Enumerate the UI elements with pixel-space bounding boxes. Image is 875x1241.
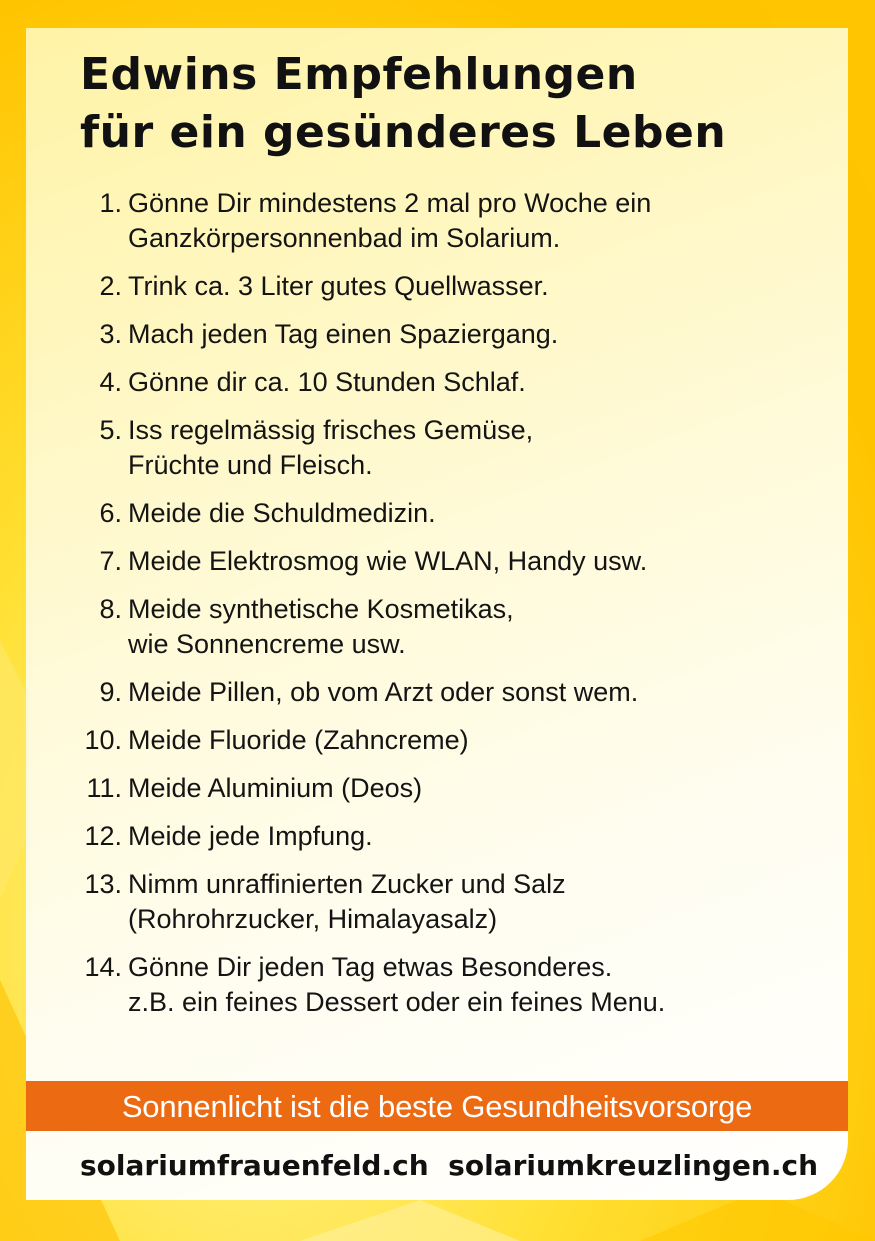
website-footer	[26, 1131, 848, 1200]
list-item-line: Gönne dir ca. 10 Stunden Schlaf.	[128, 367, 526, 397]
page-title	[80, 46, 726, 162]
list-item-line: Meide Elektrosmog wie WLAN, Handy usw.	[128, 546, 648, 576]
list-item-number: 6.	[99, 498, 122, 528]
list-item-number: 3.	[99, 319, 122, 349]
list-item-line: Trink ca. 3 Liter gutes Quellwasser.	[128, 271, 549, 301]
list-item-number: 10.	[84, 725, 122, 755]
list-item-number: 1.	[99, 188, 122, 218]
list-item	[26, 496, 826, 531]
list-item-line: Meide synthetische Kosmetikas,	[128, 594, 514, 624]
list-item-number: 2.	[99, 271, 122, 301]
list-item-line: Meide jede Impfung.	[128, 821, 373, 851]
list-item	[26, 592, 826, 662]
list-item	[26, 269, 826, 304]
slogan-band: Sonnenlicht ist die beste Gesundheitsvorsorge	[26, 1081, 848, 1131]
list-item-number: 14.	[84, 952, 122, 982]
list-item-text	[128, 592, 514, 662]
list-item-number: 9.	[99, 677, 122, 707]
list-item-number: 11.	[86, 773, 122, 803]
content-panel	[26, 28, 848, 1200]
list-item-number: 7.	[99, 546, 122, 576]
list-item-line: Früchte und Fleisch.	[128, 450, 373, 480]
list-item-text	[128, 269, 549, 304]
list-item-text	[128, 317, 558, 352]
website-kreuzlingen: solariumkreuzlingen.ch	[448, 1149, 818, 1182]
list-item-text	[128, 771, 422, 806]
list-item-number: 13.	[84, 869, 122, 899]
list-item-line: Meide die Schuldmedizin.	[128, 498, 436, 528]
list-item	[26, 819, 826, 854]
list-item-line: z.B. ein feines Dessert oder ein feines Menu.	[128, 987, 666, 1017]
list-item-line: Gönne Dir mindestens 2 mal pro Woche ein	[128, 188, 652, 218]
list-item-line: Mach jeden Tag einen Spaziergang.	[128, 319, 559, 349]
list-item	[26, 317, 826, 352]
list-item-number: 4.	[99, 367, 122, 397]
list-item-text	[128, 819, 373, 854]
list-item-line: Gönne Dir jeden Tag etwas Besonderes.	[128, 952, 613, 982]
list-item-line: Meide Fluoride (Zahncreme)	[128, 725, 469, 755]
list-item-text	[128, 365, 526, 400]
list-item	[26, 867, 826, 937]
list-item-text	[128, 413, 533, 483]
list-item-text	[128, 544, 647, 579]
title-line-1: Edwins Empfehlungen	[80, 49, 638, 100]
list-item-number: 8.	[99, 594, 122, 624]
list-item-text	[128, 867, 566, 937]
recommendation-list	[26, 186, 826, 1033]
list-item	[26, 771, 826, 806]
list-item-line: Iss regelmässig frisches Gemüse,	[128, 415, 534, 445]
list-item	[26, 723, 826, 758]
website-frauenfeld: solariumfrauenfeld.ch	[80, 1149, 429, 1182]
list-item	[26, 186, 826, 256]
list-item-text	[128, 950, 665, 1020]
list-item	[26, 413, 826, 483]
list-item-text	[128, 186, 651, 256]
list-item-line: wie Sonnencreme usw.	[128, 629, 406, 659]
list-item-text	[128, 675, 638, 710]
list-item-text	[128, 496, 436, 531]
list-item	[26, 675, 826, 710]
list-item	[26, 544, 826, 579]
list-item	[26, 950, 826, 1020]
title-line-2: für ein gesünderes Leben	[80, 107, 727, 158]
list-item-line: Meide Pillen, ob vom Arzt oder sonst wem.	[128, 677, 639, 707]
list-item-line: Meide Aluminium (Deos)	[128, 773, 423, 803]
list-item	[26, 365, 826, 400]
list-item-number: 5.	[99, 415, 122, 445]
list-item-number: 12.	[84, 821, 122, 851]
list-item-line: Ganzkörpersonnenbad im Solarium.	[128, 223, 561, 253]
list-item-line: (Rohrohrzucker, Himalayasalz)	[128, 904, 498, 934]
list-item-line: Nimm unraffinierten Zucker und Salz	[128, 869, 566, 899]
list-item-text	[128, 723, 469, 758]
